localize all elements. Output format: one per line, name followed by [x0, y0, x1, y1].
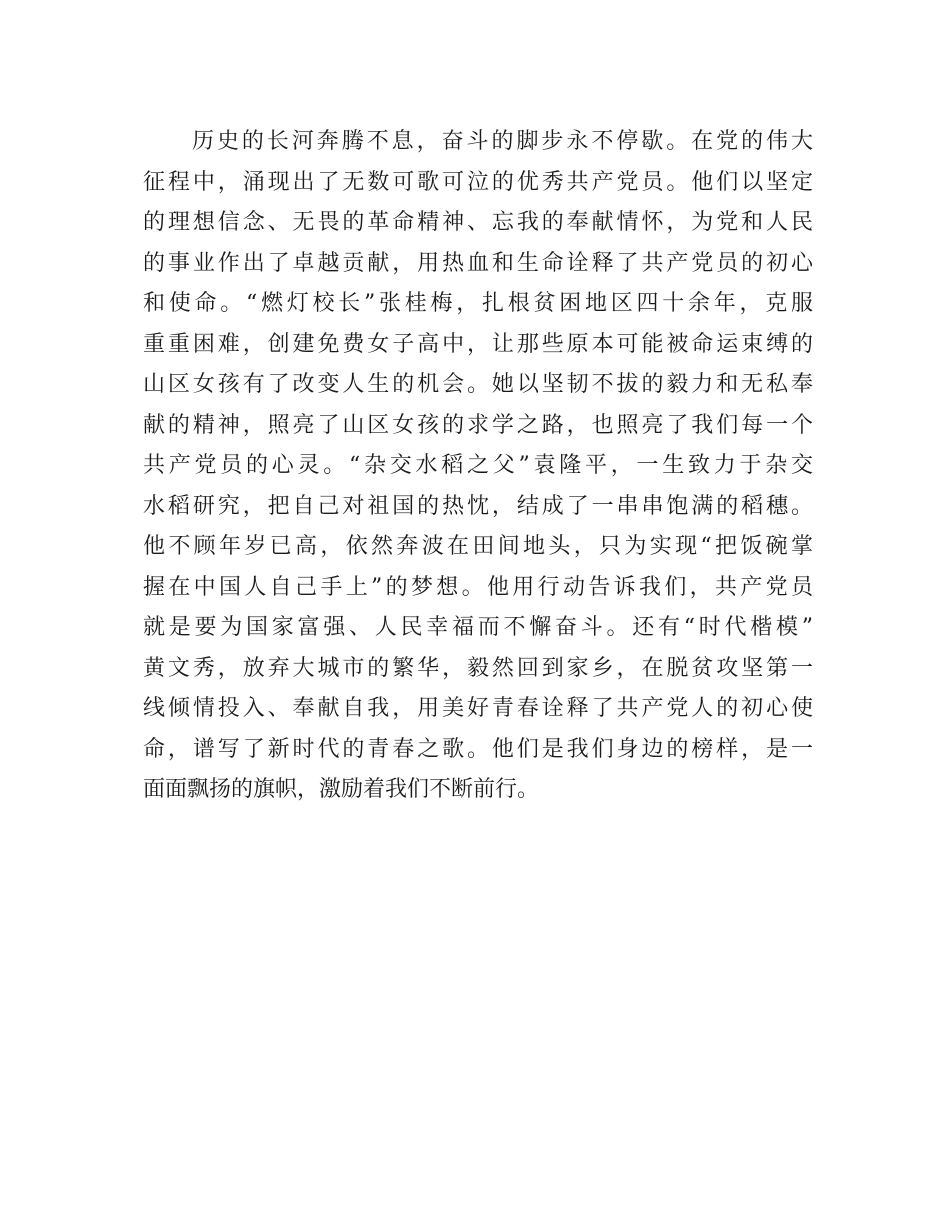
paragraph-line-17: 面面飘扬的旗帜，激励着我们不断前行。 [143, 777, 540, 802]
paragraph-line-11: 他不顾年岁已高，依然奔波在田间地头，只为实现“把饭碗掌 [143, 534, 813, 559]
paragraph-line-5: 和使命。“燃灯校长”张桂梅，扎根贫困地区四十余年，克服 [143, 291, 813, 316]
paragraph-line-10: 水稻研究，把自己对祖国的热忱，结成了一串串饱满的稻穗。 [143, 493, 813, 519]
paragraph-line-15: 线倾情投入、奉献自我，用美好青春诠释了共产党人的初心使 [143, 696, 813, 721]
paragraph-line-14: 黄文秀，放弃大城市的繁华，毅然回到家乡，在脱贫攻坚第一 [143, 655, 813, 681]
paragraph-line-1: 历史的长河奔腾不息，奋斗的脚步永不停歇。在党的伟大 [192, 129, 813, 154]
paragraph-line-4: 的事业作出了卓越贡献，用热血和生命诠释了共产党员的初心 [143, 250, 813, 276]
paragraph-line-12: 握在中国人自己手上”的梦想。他用行动告诉我们，共产党员 [143, 574, 813, 600]
paragraph-line-6: 重重困难，创建免费女子高中，让那些原本可能被命运束缚的 [143, 331, 813, 357]
paragraph-line-2: 征程中，涌现出了无数可歌可泣的优秀共产党员。他们以坚定 [143, 169, 813, 195]
paragraph-line-16: 命，谱写了新时代的青春之歌。他们是我们身边的榜样，是一 [143, 736, 813, 762]
paragraph-line-13: 就是要为国家富强、人民幸福而不懈奋斗。还有“时代楷模” [143, 615, 813, 640]
paragraph-line-9: 共产党员的心灵。“杂交水稻之父”袁隆平，一生致力于杂交 [143, 453, 813, 478]
body-paragraph [143, 122, 813, 811]
paragraph-line-3: 的理想信念、无畏的革命精神、忘我的奉献情怀，为党和人民 [143, 210, 813, 235]
paragraph-line-7: 山区女孩有了改变人生的机会。她以坚韧不拔的毅力和无私奉 [143, 372, 813, 397]
paragraph-line-8: 献的精神，照亮了山区女孩的求学之路，也照亮了我们每一个 [143, 412, 813, 438]
